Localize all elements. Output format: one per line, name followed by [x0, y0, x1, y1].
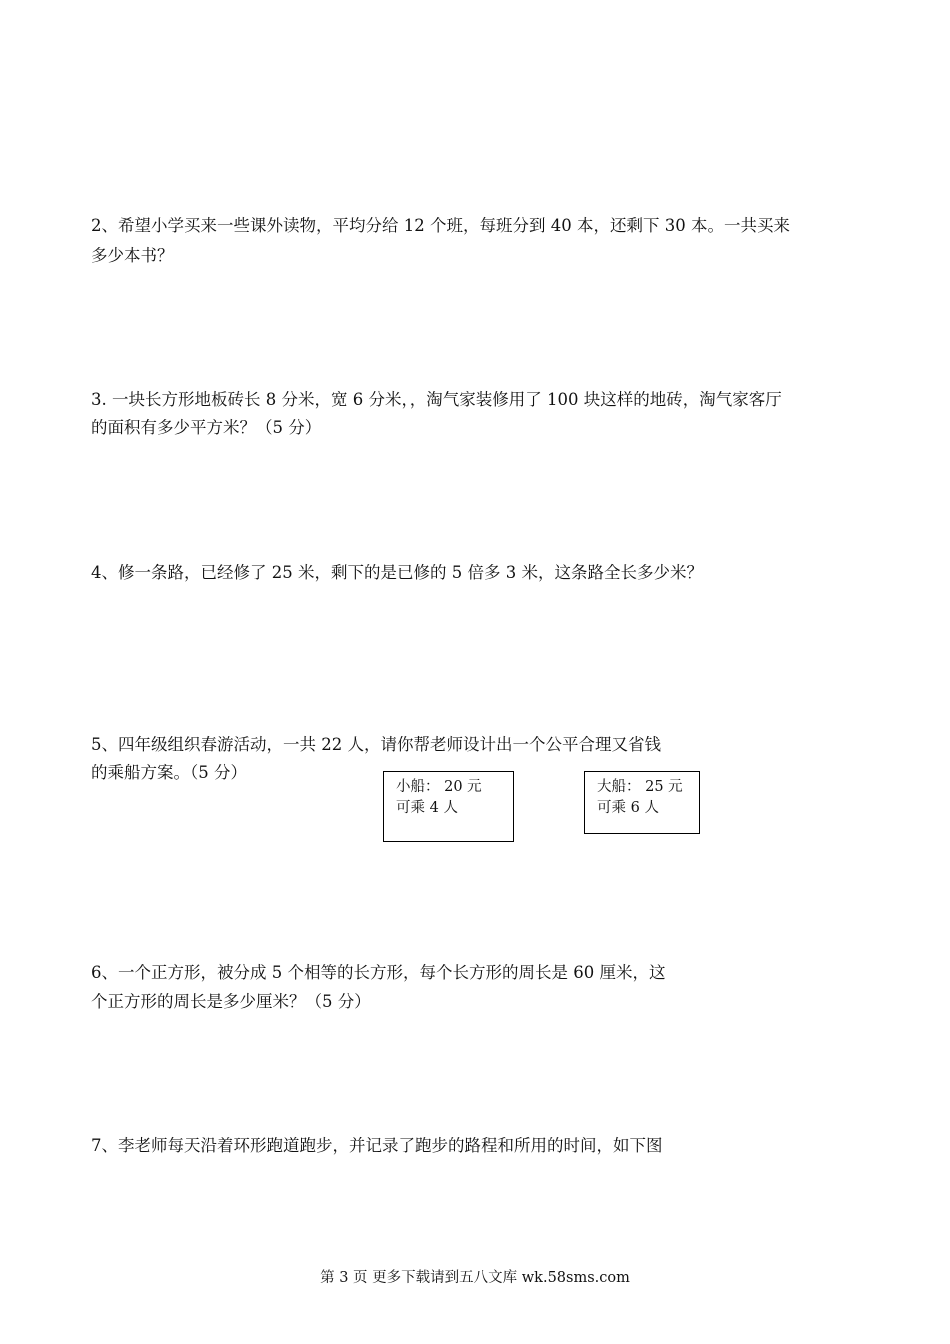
big-boat-box — [584, 771, 700, 834]
question-5-line-2: 的乘船方案。（5 分） — [91, 763, 247, 782]
question-3-line-2: 的面积有多少平方米？（5 分） — [91, 418, 322, 437]
small-boat-capacity: 可乘 4 人 — [396, 800, 458, 816]
question-3-line-1: 3. 一块长方形地板砖长 8 分米，宽 6 分米，，淘气家装修用了 100 块这样的地砖，淘气家客厅 — [91, 390, 782, 409]
question-5-line-1: 5、四年级组织春游活动，一共 22 人，请你帮老师设计出一个公平合理又省钱 — [91, 735, 661, 754]
big-boat-price: 大船： 25 元 — [597, 779, 683, 795]
page-footer: 第 3 页 更多下载请到五八文库 wk.58sms.com — [320, 1270, 630, 1286]
small-boat-box — [383, 771, 514, 842]
question-6-line-2: 个正方形的周长是多少厘米？（5 分） — [91, 992, 371, 1011]
question-6-line-1: 6、一个正方形，被分成 5 个相等的长方形，每个长方形的周长是 60 厘米，这 — [91, 963, 666, 982]
question-2-line-1: 2、希望小学买来一些课外读物，平均分给 12 个班，每班分到 40 本，还剩下 30 本。一共买来 — [91, 216, 790, 235]
question-4-line-1: 4、修一条路，已经修了 25 米，剩下的是已修的 5 倍多 3 米，这条路全长多少米？ — [91, 563, 703, 582]
small-boat-price: 小船： 20 元 — [396, 779, 482, 795]
question-7-line-1: 7、李老师每天沿着环形跑道跑步，并记录了跑步的路程和所用的时间，如下图 — [91, 1136, 663, 1155]
question-2-line-2: 多少本书？ — [91, 246, 174, 265]
big-boat-capacity: 可乘 6 人 — [597, 800, 659, 816]
